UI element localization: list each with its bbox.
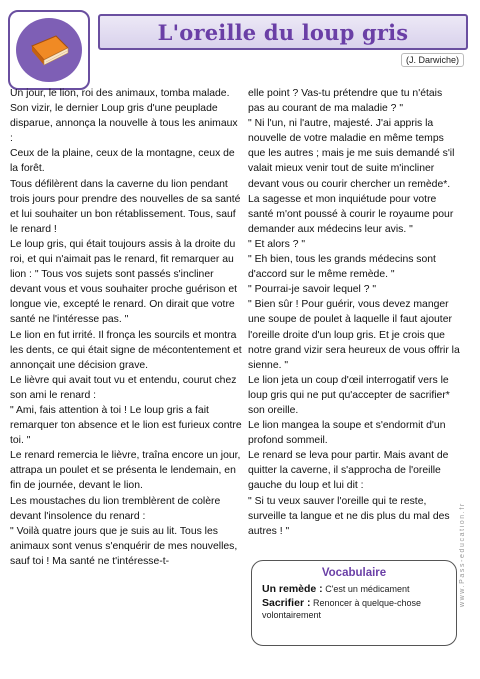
author-label: (J. Darwiche)	[401, 53, 464, 67]
watermark: www.Pass-education.fr	[459, 502, 466, 608]
title-banner	[98, 14, 468, 50]
story-paragraph: " Eh bien, tous les grands médecins sont d'accord sur le même remède. "	[248, 254, 436, 281]
story-paragraph: " Et alors ? "	[248, 238, 306, 250]
story-paragraph: " Ni l'un, ni l'autre, majesté. J'ai appris la nouvelle de votre maladie en même temps que les autres ; mais je me suis demandé s'il valait mieux venir tout de suite m'incliner devant vous ou courir chercher un remède*. La sagesse et mon inquiétude pour votre santé m'ont poussé à courir le royaume pour demander aux médecins leur avis. "	[248, 118, 455, 235]
logo	[8, 10, 90, 90]
story-column-right	[248, 86, 460, 539]
story-paragraph: " Voilà quatre jours que je suis au lit. Tous les animaux sont venus s'enquérir de mes nouvelles, sauf toi ! Ma santé ne t'intéresse-t-	[10, 525, 238, 567]
vocabulary-term: Un remède :	[262, 583, 323, 595]
vocabulary-definition: C'est un médicament	[325, 584, 410, 594]
vocabulary-title: Vocabulaire	[321, 567, 387, 579]
story-paragraph: Le lion mangea la soupe et s'endormit d'un profond sommeil.	[248, 420, 446, 447]
vocabulary-term: Sacrifier :	[262, 597, 311, 609]
vocabulary-box	[251, 560, 457, 646]
vocabulary-definition: Renoncer à quelque-chose volontairement	[262, 598, 422, 620]
story-paragraph: " Bien sûr ! Pour guérir, vous devez manger une soupe de poulet à laquelle il faut ajouter l'oreille droite d'un loup gris. Et je crois que notre grand vizir sera heureux de vous offrir la sienne. "	[248, 299, 460, 371]
story-paragraph: " Pourrai-je savoir lequel ? "	[248, 284, 377, 296]
story-paragraph: Le lion jeta un coup d'œil interrogatif vers le loup gris qui ne put qu'accepter de sacrifier* son oreille.	[248, 374, 450, 416]
story-paragraph: Ceux de la plaine, ceux de la montagne, ceux de la forêt.	[10, 148, 235, 175]
story-paragraph: Le loup gris, qui était toujours assis à la droite du roi, et qui n'aimait pas le renard, fit remarquer au lion : " Tous vos sujets sont passés s'incliner devant vous et vous souhaiter proche guérison et longue vie, excepté le renard. On dirait que votre santé ne l'intéresse pas. "	[10, 238, 238, 326]
logo-circle	[16, 18, 82, 82]
story-paragraph: Un jour, le lion, roi des animaux, tomba malade. Son vizir, le dernier Loup gris d'une peuplade disparue, annonça la nouvelle à tous les animaux :	[10, 88, 238, 145]
vocabulary-item	[262, 597, 446, 621]
story-paragraph: " Si tu veux sauver l'oreille qui te reste, surveille ta langue et ne dis plus du mal des autres ! "	[248, 495, 450, 537]
story-paragraph: " Ami, fais attention à toi ! Le loup gris a fait remarquer ton absence et le lion est furieux contre toi. "	[10, 404, 242, 447]
story-paragraph: Tous défilèrent dans la caverne du lion pendant trois jours pour prendre des nouvelles de sa santé et lui souhaiter un bon rétablissement. Tous, sauf le renard !	[10, 178, 241, 235]
story-paragraph: Les moustaches du lion tremblèrent de colère devant l'insolence du renard :	[10, 495, 221, 522]
story-paragraph: Le renard se leva pour partir. Mais avant de quitter la caverne, il s'approcha de l'oreille gauche du loup et lui dit :	[248, 450, 449, 492]
vocabulary-item	[262, 583, 446, 595]
story-column-left	[10, 86, 242, 569]
book-icon	[26, 32, 72, 68]
story-paragraph: Le lièvre qui avait tout vu et entendu, courut chez son ami le renard :	[10, 374, 237, 401]
story-paragraph: Le renard remercia le lièvre, traîna encore un jour, attrapa un poulet et se présenta le lendemain, en fin de journée, devant le lion.	[10, 450, 241, 492]
page-title: L'oreille du loup gris	[157, 19, 409, 45]
story-paragraph: elle point ? Vas-tu prétendre que tu n'étais pas au courant de ma maladie ? "	[248, 88, 443, 115]
story-paragraph: Le lion en fut irrité. Il fronça les sourcils et montra les dents, ce qui était signe de mécontentement et annonçait une décision grave.	[10, 329, 242, 371]
